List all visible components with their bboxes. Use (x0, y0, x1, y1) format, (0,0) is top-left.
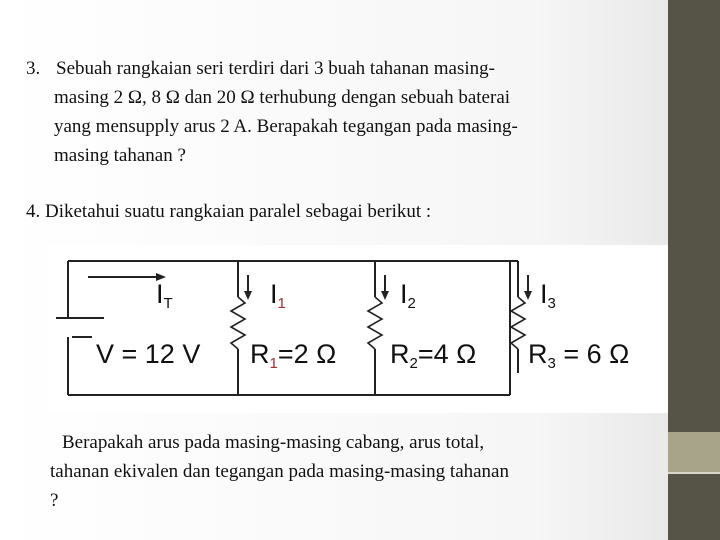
resistor-3-zigzag (511, 297, 525, 349)
question-3-line: masing tahanan ? (54, 145, 186, 166)
current-1-label: $I_1$ (270, 279, 286, 312)
current-3-label: $I_3$ (540, 279, 556, 312)
question-3-line: yang mensupply arus 2 A. Berapakah tegangan pada masing- (54, 116, 518, 137)
arrowhead-icon (524, 291, 532, 300)
question-4-line: Berapakah arus pada masing-masing cabang, arus total, (62, 432, 485, 453)
question-4-prompt (50, 428, 655, 515)
arrowhead-icon (244, 291, 252, 300)
question-4-line: ? (50, 490, 59, 511)
question-3-text (46, 54, 656, 170)
question-3-number: 3. (26, 58, 41, 79)
resistor-2-zigzag (368, 297, 382, 349)
resistor-2-label: $R_2=4$ Ω (390, 339, 477, 372)
question-3-line: masing 2 Ω, 8 Ω dan 20 Ω terhubung dengan sebuah baterai (54, 87, 511, 108)
sidebar-accent-block (668, 432, 720, 472)
source-voltage-label: V = 12 V (96, 339, 201, 369)
parallel-circuit-diagram (48, 245, 668, 413)
circuit-wiring (48, 245, 668, 413)
resistor-3-label: $R_3 = 6$ Ω (528, 339, 630, 372)
question-4-intro: 4. Diketahui suatu rangkaian paralel sebagai berikut : (26, 201, 432, 222)
arrowhead-icon (381, 291, 389, 300)
resistor-1-zigzag (231, 297, 245, 349)
question-3 (26, 54, 656, 170)
question-3-line: Sebuah rangkaian seri terdiri dari 3 buah tahanan masing- (56, 58, 495, 79)
current-2-label: $I_2$ (400, 279, 416, 312)
question-4-line: tahanan ekivalen dan tegangan pada masing-masing tahanan (50, 461, 509, 482)
resistor-1-label: $R_1=2$ Ω (250, 339, 337, 372)
total-current-label: $I_T$ (156, 279, 173, 312)
sidebar-divider (668, 472, 720, 474)
